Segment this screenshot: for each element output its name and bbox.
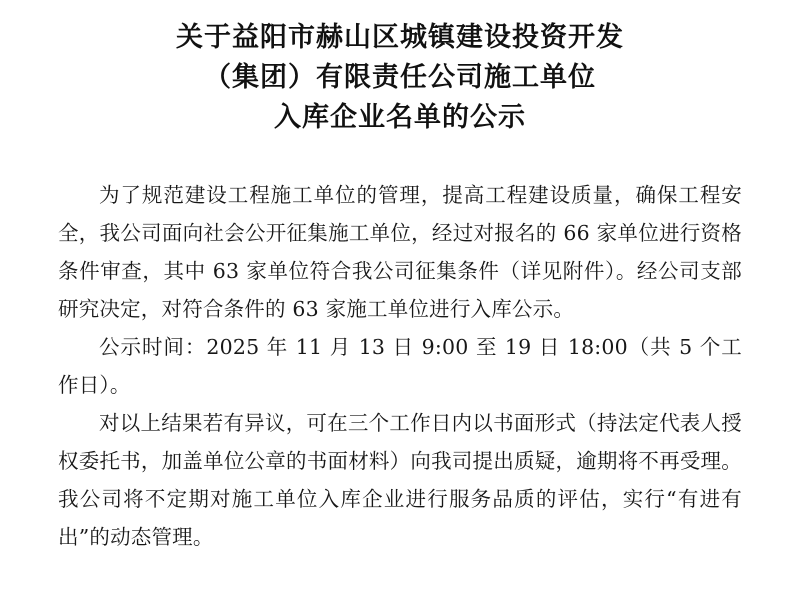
title-line-3: 入库企业名单的公示: [274, 102, 526, 133]
paragraph-3: 对以上结果若有异议，可在三个工作日内以书面形式（持法定代表人授权委托书，加盖单位公章的书面材料）向我司提出质疑，逾期将不再受理。我公司将不定期对施工单位入库企业进行服务品质的评估，实行“有进有出”的动态管理。: [58, 411, 742, 549]
title-line-2: （集团）有限责任公司施工单位: [204, 62, 596, 93]
title-line-1: 关于益阳市赫山区城镇建设投资开发: [176, 22, 624, 53]
document-body: [58, 176, 742, 556]
page-title: [58, 14, 742, 138]
paragraph-2: 公示时间：2025 年 11 月 13 日 9:00 至 19 日 18:00（共 5 个工作日）。: [58, 335, 742, 397]
paragraph-1: 为了规范建设工程施工单位的管理，提高工程建设质量，确保工程安全，我公司面向社会公开征集施工单位，经过对报名的 66 家单位进行资格条件审查，其中 63 家单位符合我公司征集条件（详见附件）。经公司支部研究决定，对符合条件的 63 家施工单位进行入库公示。: [58, 183, 742, 321]
